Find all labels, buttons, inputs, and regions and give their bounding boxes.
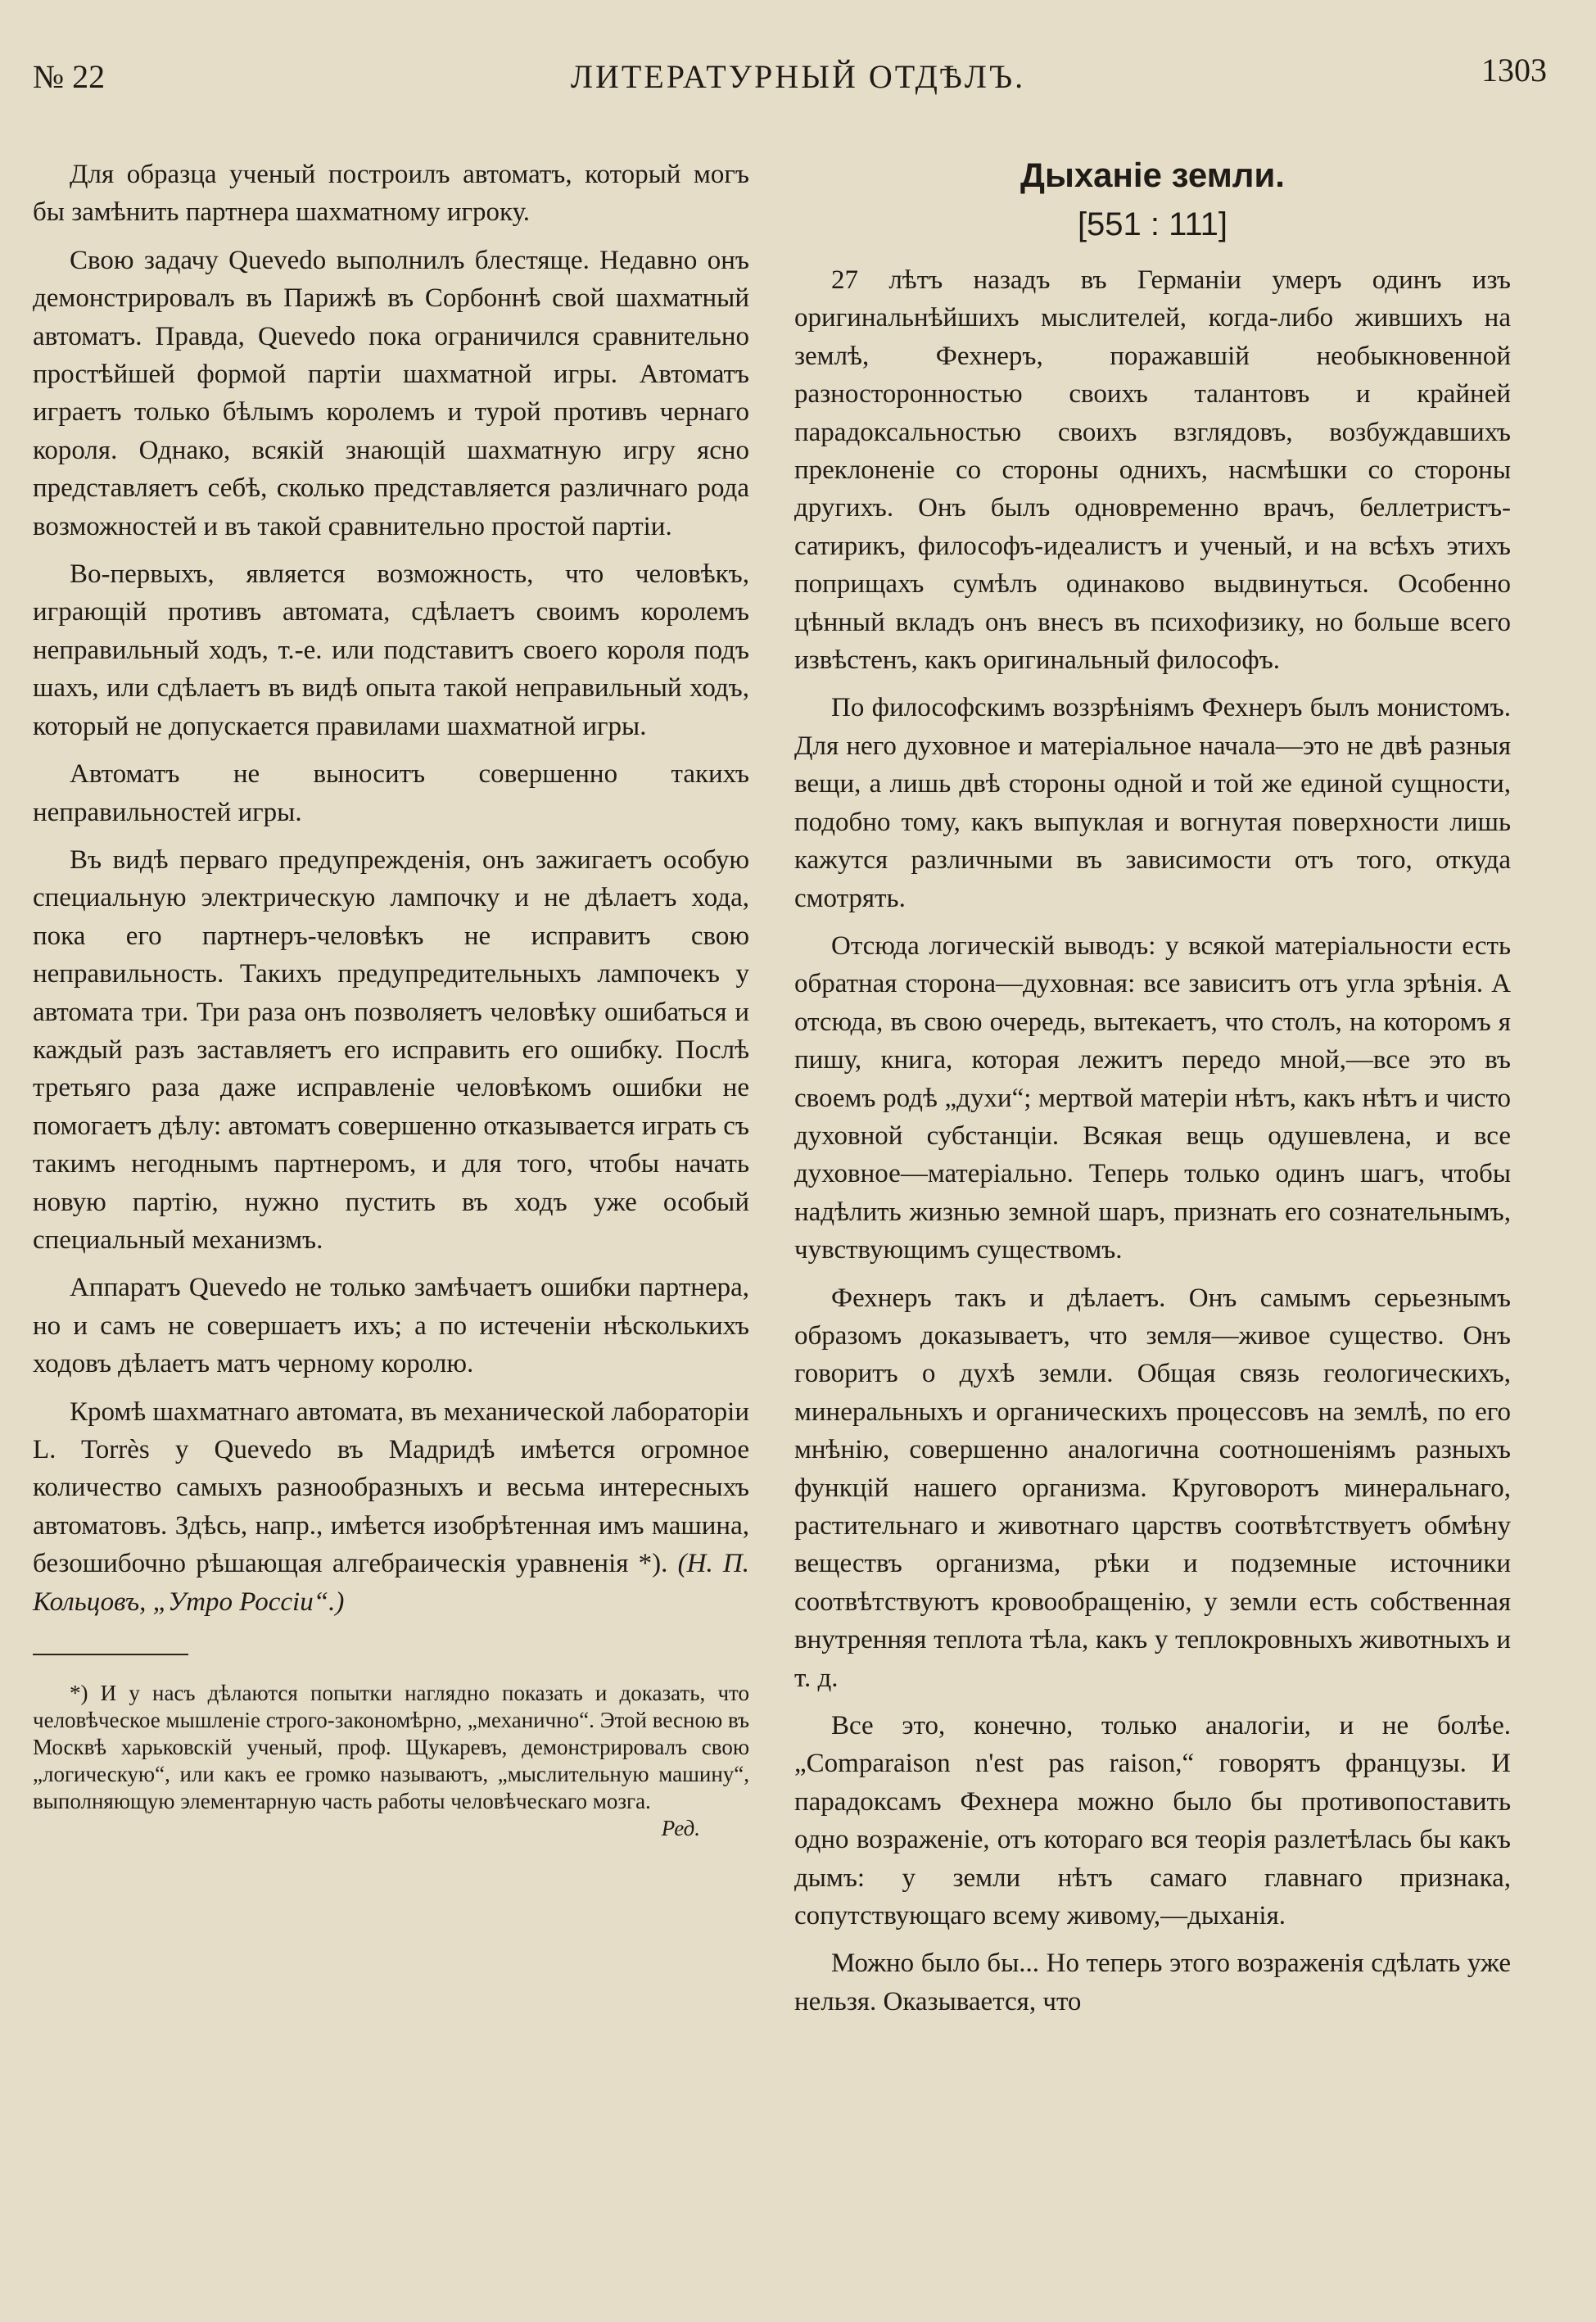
footnote-divider [33,1654,188,1655]
article-classification-code: [551 : 111] [1077,206,1228,242]
article-title: Дыханіе земли. [1020,156,1285,194]
paragraph: Автоматъ не выноситъ совершенно такихъ неправильностей игры. [33,759,749,827]
paragraph: Отсюда логическій выводъ: у всякой матеріальности есть обратная сторона—духовная: все зависитъ отъ угла зрѣнія. А отсюда, въ свою очередь, вытекаетъ, что столъ, на которомъ я пишу, книга, которая лежитъ передо мной,—все это въ своемъ родѣ „духи“; мертвой матеріи нѣтъ, какъ нѣтъ и чисто духовной субстанціи. Всякая вещь одушевлена, и все духовное—матеріально. Теперь только одинъ шагъ, чтобы надѣлить жизнью земной шаръ, признать его сознательнымъ, чувствующимъ существомъ. [794,930,1511,1265]
left-column [33,156,749,2030]
paragraph: Во-первыхъ, является возможность, что человѣкъ, играющій противъ автомата, сдѣлаетъ своимъ королемъ неправильный ходъ, т.-е. или подставитъ своего короля подъ шахъ, или сдѣлаетъ въ видѣ опыта такой неправильный ходъ, который не допускается правилами шахматной игры. [33,559,749,741]
footnote-signature: Ред. [661,1816,700,1841]
paragraph: Свою задачу Quevedo выполнилъ блестяще. Недавно онъ демонстрировалъ въ Парижѣ въ Сорбоннѣ свой шахматный автоматъ. Правда, Quevedo пока ограничился сравнительно простѣйшей формой партіи шахматной игры. Автоматъ играетъ только бѣлымъ королемъ и турой противъ чернаго короля. Однако, всякій знающій шахматную игру ясно представляетъ себѣ, сколько представляется различнаго рода возможностей и въ такой сравнительно простой партіи. [33,245,749,541]
attribution: (Н. П. Кольцовъ, „Утро Россіи“.) [33,1549,750,1617]
paragraph: Все это, конечно, только аналогіи, и не болѣе. „Comparaison n'est pas raison,“ говорятъ французы. И парадоксамъ Фехнера можно было бы противопоставить одно возраженіе, отъ котораго вся теорія разлетѣлась бы какъ дымъ: у земли нѣтъ самаго главнаго признака, сопутствующаго всему живому,—дыханія. [794,1711,1511,1931]
footnote [33,1680,749,1841]
paragraph: 27 лѣтъ назадъ въ Германіи умеръ одинъ изъ оригинальнѣйшихъ мыслителей, когда-либо жившихъ на землѣ, Фехнеръ, поражавшій необыкновенной разносторонностью своихъ талантовъ и крайней парадоксальностью своихъ взглядовъ, возбуждавшихъ преклоненіе со стороны однихъ, насмѣшки со стороны другихъ. Онъ былъ одновременно врачъ, беллетристъ-сатирикъ, философъ-идеалистъ и ученый, и на всѣхъ этихъ поприщахъ сумѣлъ одинаково выдвинуться. Особенно цѣнный вкладъ онъ внесъ въ психофизику, но больше всего извѣстенъ, какъ оригинальный философъ. [794,265,1511,676]
right-column [794,156,1511,2030]
columns [33,156,1563,2030]
paragraph: Аппаратъ Quevedo не только замѣчаетъ ошибки партнера, но и самъ не совершаетъ ихъ; а по истеченіи нѣсколькихъ ходовъ дѣлаетъ матъ черному королю. [33,1273,749,1379]
paragraph: Можно было бы... Но теперь этого возраженія сдѣлать уже нельзя. Оказывается, что [794,1949,1511,2016]
issue-number: № 22 [33,58,106,95]
paragraph-with-attribution [33,1393,749,1621]
paragraph: Фехнеръ такъ и дѣлаетъ. Онъ самымъ серьезнымъ образомъ доказываетъ, что земля—живое существо. Онъ говоритъ о духѣ земли. Общая связь геологическихъ, минеральныхъ и органическихъ процессовъ на землѣ, по его мнѣнію, совершенно аналогична соотношеніямъ разныхъ функцій нашего организма. Круговоротъ минеральнаго, растительнаго и животнаго царствъ соотвѣтствуетъ обмѣну веществъ организма, рѣки и подземные источники соотвѣтствуютъ кровообращенію, у земли есть собственная внутренняя теплота тѣла, какъ у теплокровныхъ животныхъ и т. д. [794,1283,1511,1693]
page-number: 1303 [1481,52,1547,88]
paragraph-text: Кромѣ шахматнаго автомата, въ механической лабораторіи L. Torrès у Quevedo въ Мадридѣ имѣется огромное количество самыхъ разнообразныхъ и весьма интересныхъ автоматовъ. Здѣсь, напр., имѣется изобрѣтенная имъ машина, безошибочно рѣшающая алгебраическія уравненія *). [33,1396,749,1579]
section-title: ЛИТЕРАТУРНЫЙ ОТДѢЛЪ. [570,58,1026,95]
paragraph: По философскимъ воззрѣніямъ Фехнеръ былъ монистомъ. Для него духовное и матеріальное начала—это не двѣ разныя вещи, а лишь двѣ стороны одной и той же единой сущности, подобно тому, какъ выпуклая и вогнутая поверхности лишь кажутся различными въ зависимости отъ того, откуда смотрять. [794,693,1511,913]
paragraph: Въ видѣ перваго предупрежденія, онъ зажигаетъ особую специальную электрическую лампочку и не дѣлаетъ хода, пока его партнеръ-человѣкъ не исправитъ свою неправильность. Такихъ предупредительныхъ лампочекъ у автомата три. Три раза онъ позволяетъ человѣку ошибаться и каждый разъ заставляетъ его исправить его ошибку. Послѣ третьяго раза даже исправленіе человѣкомъ ошибки не помогаетъ дѣлу: автоматъ совершенно отказывается играть съ такимъ негоднымъ партнеромъ, и для того, чтобы начать новую партію, нужно пустить въ ходъ уже особый специальный механизмъ. [33,844,749,1255]
footnote-text: *) И у насъ дѣлаются попытки наглядно показать и доказать, что человѣческое мышленіе строго-закономѣрно, „механично“. Этой весною въ Москвѣ харьковскій ученый, проф. Щукаревъ, демонстрировалъ свою „логическую“, или какъ ее громко называютъ, „мыслительную машину“, выполняющую элементарную часть работы человѣческаго мозга. [33,1681,749,1814]
paragraph: Для образца ученый построилъ автоматъ, который могъ бы замѣнить партнера шахматному игроку. [33,160,749,228]
page-header [33,33,1563,106]
